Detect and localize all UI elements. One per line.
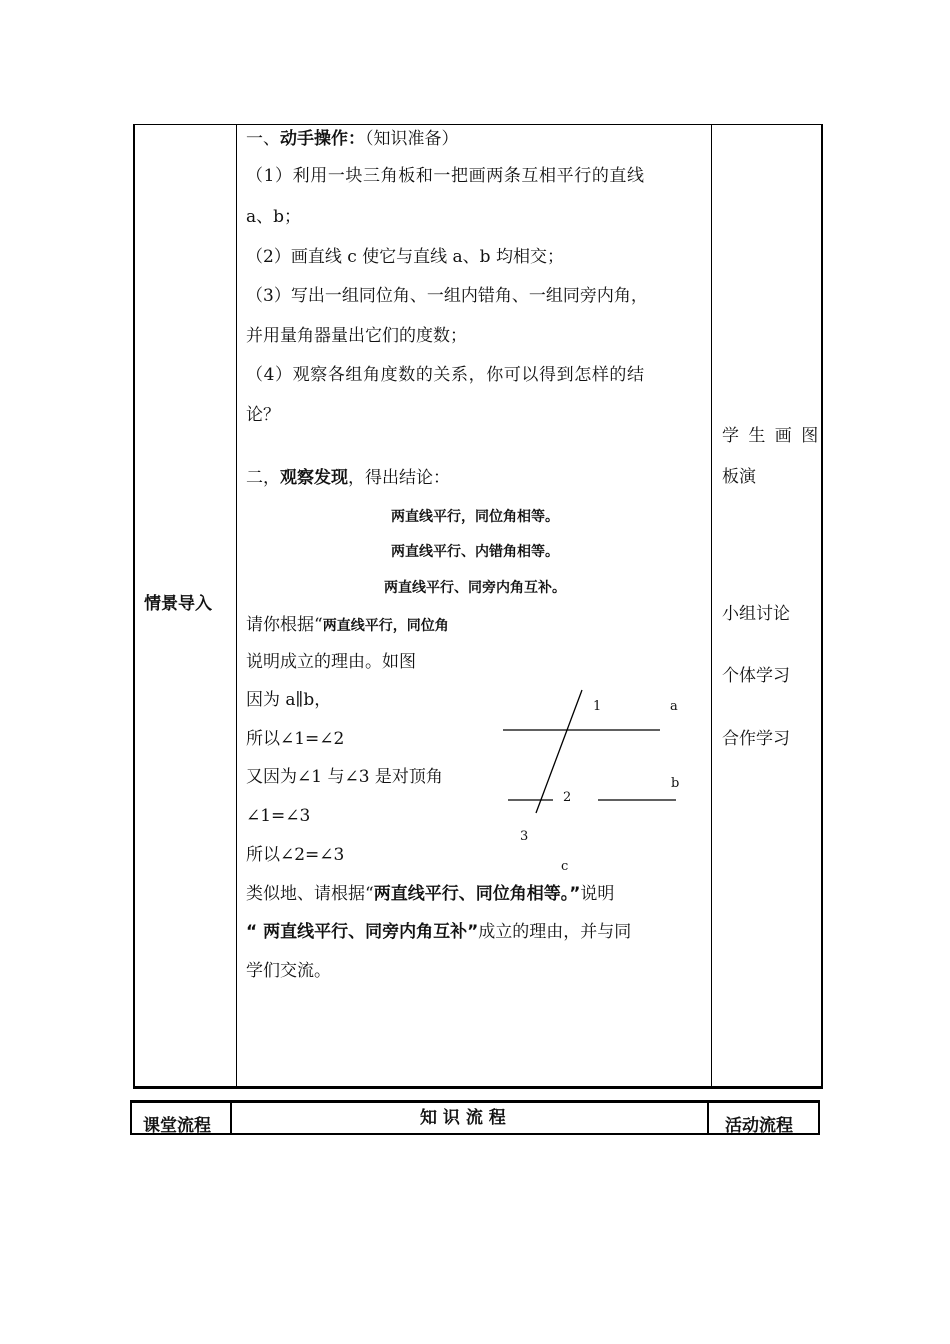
proof-line: 所以∠1=∠2	[246, 729, 345, 749]
analogy-line-1	[246, 884, 614, 904]
proof-intro	[246, 615, 449, 636]
section2-title: 观察发现	[280, 468, 348, 488]
label-line-a: a	[670, 699, 678, 714]
stage-label: 情景导入	[144, 594, 212, 614]
header-col-knowledge: 知 识 流 程	[420, 1108, 506, 1128]
step-line: a、b；	[246, 207, 302, 227]
label-angle-1: 1	[593, 699, 602, 714]
label-angle-3: 3	[520, 829, 529, 844]
proof-line: 又因为∠1 与∠3 是对顶角	[246, 767, 443, 787]
activity-individual: 个体学习	[722, 666, 790, 686]
step-line: （1）利用一块三角板和一把画两条互相平行的直线	[246, 166, 645, 186]
conclusion-1: 两直线平行，同位角相等。	[391, 509, 559, 525]
section2-prefix: 二，	[246, 468, 280, 488]
analogy-bold-2: “ 两直线平行、同旁内角互补”	[246, 922, 479, 942]
proof-explain: 说明成立的理由。如图	[246, 652, 416, 672]
analogy-suffix-1: 说明	[580, 884, 615, 904]
proof-line: 因为 a∥b，	[246, 690, 332, 710]
activity-group-discussion: 小组讨论	[722, 604, 790, 624]
label-line-c: c	[561, 859, 569, 874]
header-col-activity: 活动流程	[725, 1116, 793, 1136]
step-line: （2）画直线 c 使它与直线 a、b 均相交；	[246, 247, 564, 267]
label-line-b: b	[671, 776, 680, 791]
label-angle-2: 2	[563, 790, 572, 805]
header-col-stage: 课堂流程	[143, 1116, 211, 1136]
analogy-line-3: 学们交流。	[246, 961, 331, 981]
step-line: （3）写出一组同位角、一组内错角、一组同旁内角，	[246, 286, 648, 306]
proof-intro-prefix: 请你根据“	[246, 615, 323, 635]
section1-heading	[246, 129, 459, 149]
analogy-prefix: 类似地、请根据“	[246, 884, 374, 904]
analogy-bold-1: 两直线平行、同位角相等。”	[373, 884, 581, 904]
parallel-lines-diagram	[490, 680, 700, 880]
section2-suffix: ，得出结论：	[348, 468, 450, 488]
section1-note: （知识准备）	[365, 129, 459, 149]
proof-line: 所以∠2=∠3	[246, 845, 345, 865]
activity-draw-line1: 学 生 画 图	[722, 426, 821, 446]
activity-cooperative: 合作学习	[722, 729, 790, 749]
section2-heading	[246, 468, 450, 488]
step-line: （4）观察各组角度数的关系，你可以得到怎样的结	[246, 365, 645, 385]
step-line: 论？	[246, 405, 280, 425]
activity-draw-line2: 板演	[722, 467, 756, 487]
proof-intro-bold: 两直线平行，同位角	[322, 618, 449, 634]
analogy-line-2	[246, 922, 631, 942]
transversal-c	[536, 690, 582, 813]
analogy-suffix-2: 成立的理由，并与同	[478, 922, 632, 942]
step-line: 并用量角器量出它们的度数；	[246, 326, 467, 346]
section1-prefix: 一、	[246, 129, 280, 149]
conclusion-2: 两直线平行、内错角相等。	[391, 544, 559, 560]
section1-title: 动手操作：	[280, 129, 365, 149]
conclusion-3: 两直线平行、同旁内角互补。	[384, 580, 566, 596]
proof-line: ∠1=∠3	[246, 806, 311, 826]
